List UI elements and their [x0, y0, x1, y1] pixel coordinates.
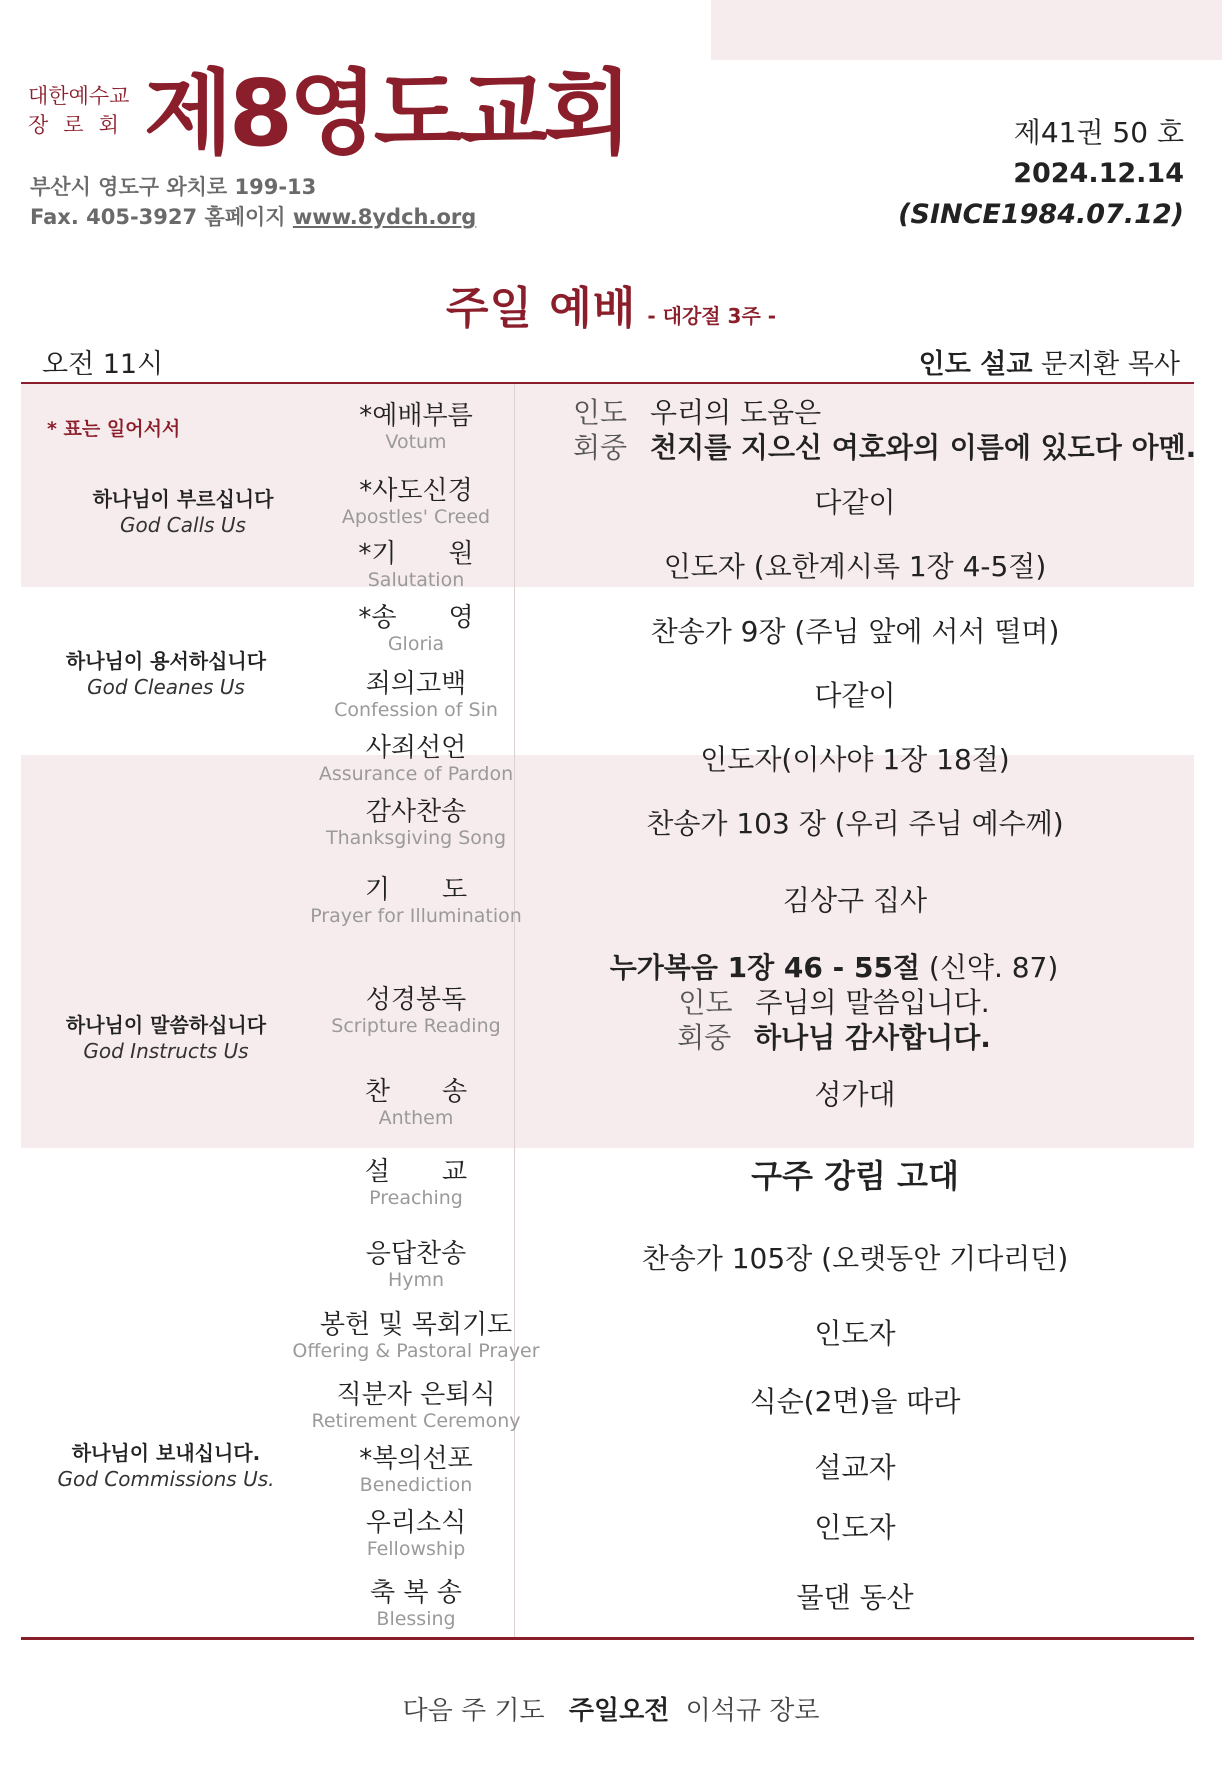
service-time: 오전 11시 — [42, 349, 164, 380]
scripture-reference: 누가복음 1장 46 - 55절 — [609, 951, 921, 984]
issue-date: 2024.12.14 — [1013, 158, 1184, 189]
founding-date: (SINCE1984.07.12) — [898, 199, 1184, 230]
item-detail: 성가대 — [814, 1078, 896, 1111]
service-title-main: 주일 예배 — [445, 283, 637, 334]
worship-item: 직분자 은퇴식 Retirement Ceremony — [311, 1380, 521, 1432]
scripture-leader-text: 주님의 말씀입니다. — [755, 986, 990, 1019]
church-contact — [30, 172, 476, 232]
section-subtitle: God Cleanes Us — [87, 675, 245, 699]
worship-item: *기 원 Salutation — [358, 539, 474, 591]
worship-item: 설 교 Preaching — [364, 1157, 468, 1209]
standing-note: * 표는 일어서서 — [47, 418, 181, 440]
section-title: 하나님이 용서하십니다 — [65, 649, 267, 673]
scripture-reading — [493, 950, 1175, 1055]
denomination-line2: 장로회 — [28, 113, 134, 137]
section-subtitle: God Commissions Us. — [57, 1467, 275, 1491]
item-detail: 찬송가 9장 (주님 앞에 서서 떨며) — [650, 615, 1060, 648]
homepage-link[interactable]: www.8ydch.org — [292, 205, 477, 229]
item-detail: 인도자 — [814, 1317, 896, 1350]
scripture-page: (신약. 87) — [928, 951, 1059, 984]
section-subtitle: God Calls Us — [120, 513, 246, 537]
issue-info — [898, 112, 1184, 235]
worship-item: *예배부름 Votum — [359, 401, 473, 453]
votum-congregation-text: 천지를 지으신 여호와의 이름에 있도다 아멘. — [650, 431, 1197, 464]
section-title: 하나님이 보내십니다. — [71, 1441, 261, 1465]
item-detail: 다같이 — [814, 679, 896, 712]
denomination — [28, 82, 134, 140]
worship-item: *복의선포 Benediction — [359, 1444, 473, 1496]
section-subtitle: God Instructs Us — [83, 1039, 249, 1063]
worship-item: 응답찬송 Hymn — [365, 1239, 467, 1291]
worship-item: 우리소식 Fellowship — [365, 1508, 467, 1560]
item-detail: 물댄 동산 — [796, 1581, 914, 1614]
worship-item: 기 도 Prayer for Illumination — [310, 875, 522, 927]
section-title: 하나님이 부르십니다 — [92, 487, 274, 511]
service-title — [0, 272, 1222, 336]
church-fax: Fax. 405-3927 — [30, 205, 198, 229]
worship-item: *사도신경 Apostles' Creed — [341, 476, 491, 528]
service-leader — [919, 342, 1180, 381]
church-address: 부산시 영도구 와치로 199-13 — [30, 175, 317, 199]
item-detail: 인도자(이사야 1장 18절) — [700, 743, 1010, 776]
issue-volume: 제41권 50 호 — [1013, 116, 1184, 149]
leader-name: 문지환 목사 — [1041, 349, 1180, 380]
next-week-prayer — [0, 1690, 1222, 1727]
scripture-congregation-role: 회중 — [677, 1021, 732, 1054]
worship-item: *송 영 Gloria — [358, 603, 474, 655]
item-detail: 설교자 — [814, 1451, 896, 1484]
next-prayer-service: 주일오전 — [568, 1696, 670, 1726]
votum-leader-text: 우리의 도움은 — [650, 396, 822, 429]
denomination-line1: 대한예수교 — [28, 84, 130, 108]
item-detail: 식순(2면)을 따라 — [749, 1385, 961, 1418]
next-prayer-label: 다음 주 기도 — [402, 1696, 545, 1726]
sermon-title: 구주 강림 고대 — [751, 1157, 959, 1195]
votum-congregation-role: 회중 — [573, 431, 628, 464]
item-detail: 찬송가 103 장 (우리 주님 예수께) — [646, 807, 1064, 840]
worship-item: 사죄선언 Assurance of Pardon — [318, 733, 514, 785]
worship-item: 감사찬송 Thanksgiving Song — [325, 797, 507, 849]
scripture-leader-role: 인도 — [678, 986, 733, 1019]
service-title-sub: - 대강절 3주 - — [647, 304, 777, 328]
top-corner-band — [711, 0, 1222, 60]
votum-responsive — [573, 395, 1196, 465]
item-detail: 인도자 — [814, 1511, 896, 1544]
item-detail: 김상구 집사 — [782, 884, 928, 917]
item-detail: 인도자 (요한계시록 1장 4-5절) — [663, 550, 1047, 583]
votum-leader-role: 인도 — [573, 396, 628, 429]
item-detail: 다같이 — [814, 486, 896, 519]
section-title: 하나님이 말씀하십니다 — [65, 1013, 267, 1037]
church-name: 제8영도교회 — [144, 60, 629, 167]
item-detail: 찬송가 105장 (오랫동안 기다리던) — [641, 1242, 1069, 1275]
worship-item: 찬 송 Anthem — [364, 1077, 468, 1129]
scripture-congregation-text: 하나님 감사합니다. — [754, 1021, 991, 1054]
worship-item: 축 복 송 Blessing — [370, 1578, 462, 1630]
worship-item: 봉헌 및 목회기도 Offering & Pastoral Prayer — [292, 1310, 540, 1362]
homepage-label: 홈페이지 — [204, 205, 286, 229]
worship-item: 죄의고백 Confession of Sin — [334, 669, 498, 721]
leader-roles: 인도 설교 — [918, 349, 1033, 380]
next-prayer-person: 이석규 장로 — [685, 1696, 820, 1726]
worship-item: 성경봉독 Scripture Reading — [331, 985, 501, 1037]
